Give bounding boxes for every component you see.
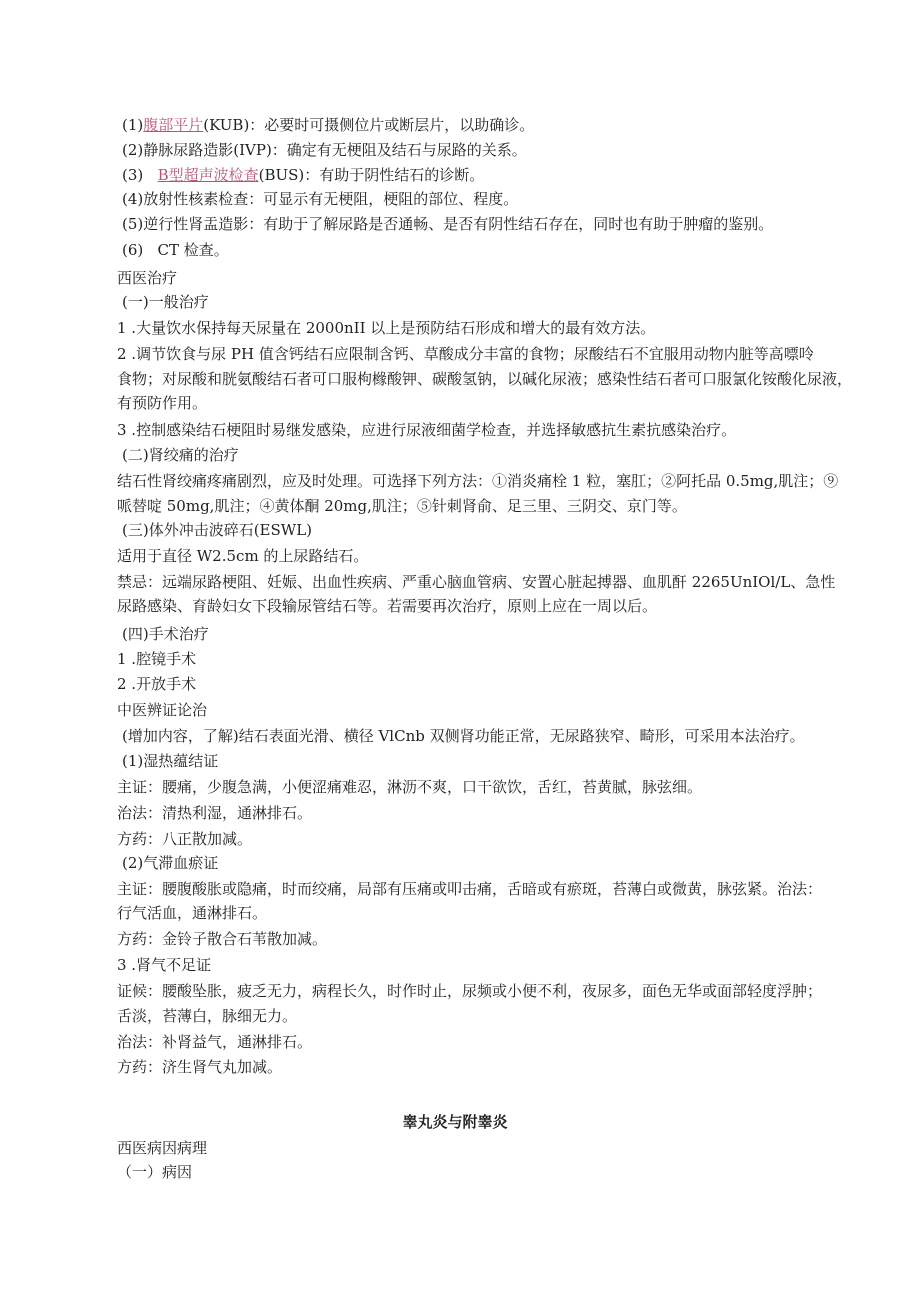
section-heading: 西医治疗 (117, 269, 178, 287)
paragraph: 3 .控制感染结石梗阻时易继发感染，应进行尿液细菌学检查，并选择敏感抗生素抗感染治疗。 (117, 421, 737, 439)
exam-ct: (6) CT 检查。 (122, 241, 229, 259)
paragraph: 方药：金铃子散合石苇散加减。 (117, 930, 328, 948)
chapter-title: 睾丸炎与附睾炎 (402, 1113, 508, 1131)
subheading: (2)气滞血瘀证 (122, 854, 219, 872)
list-item: 1 .腔镜手术 (117, 650, 197, 668)
exam-number: (1) (122, 116, 144, 134)
paragraph-line: 行气活血，通淋排石。 (117, 904, 268, 922)
paragraph-line: 舌淡，苔薄白，脉细无力。 (117, 1007, 298, 1025)
subheading-eswl: (三)体外冲击波碎石(ESWL) (122, 521, 313, 539)
subheading-surgery: (四)手术治疗 (122, 625, 209, 643)
paragraph-line: 禁忌：远端尿路梗阻、妊娠、出血性疾病、严重心脑血管病、安置心脏起搏器、血肌酐 2265UnIOl/L、急性 (117, 573, 836, 591)
paragraph-line: 尿路感染、育龄妇女下段输尿管结石等。若需要再次治疗，原则上应在一周以后。 (117, 597, 658, 615)
paragraph-line: 结石性肾绞痛疼痛剧烈，应及时处理。可选择下列方法：①消炎痛栓 1 粒，塞肛；②阿托品 0.5mg,肌注；⑨ (117, 472, 839, 490)
paragraph: 方药：济生肾气丸加减。 (117, 1058, 283, 1076)
subheading: 3 .肾气不足证 (117, 956, 212, 974)
paragraph: (增加内容，了解)结石表面光滑、横径 VlCnb 双侧肾功能正常，无尿路狭窄、畸形，可采用本法治疗。 (122, 727, 805, 745)
paragraph: 方药：八正散加减。 (117, 830, 253, 848)
link-kub[interactable]: 腹部平片 (143, 116, 204, 134)
exam-kub (122, 115, 534, 135)
exam-retrograde: (5)逆行性肾盂造影：有助于了解尿路是否通畅、是否有阴性结石存在，同时也有助于肿瘤的鉴别。 (122, 215, 774, 233)
exam-text: (KUB)：必要时可摄侧位片或断层片，以助确诊。 (203, 116, 535, 134)
section-heading: 西医病因病理 (117, 1139, 208, 1157)
subheading: (1)湿热蕴结证 (122, 752, 219, 770)
exam-radionuclide: (4)放射性核素检查：可显示有无梗阻，梗阻的部位、程度。 (122, 190, 519, 208)
section-heading: 中医辨证论治 (117, 701, 208, 719)
exam-bus (122, 165, 484, 185)
subheading-colic: (二)肾绞痛的治疗 (122, 446, 239, 464)
exam-text: (BUS)：有助于阴性结石的诊断。 (258, 166, 485, 184)
paragraph: 治法：补肾益气，通淋排石。 (117, 1033, 313, 1051)
subheading: （一）病因 (117, 1163, 193, 1181)
list-item: 2 .开放手术 (117, 675, 197, 693)
exam-ivp: (2)静脉尿路造影(IVP)：确定有无梗阻及结石与尿路的关系。 (122, 141, 527, 159)
exam-number: (3) (122, 166, 158, 184)
paragraph: 适用于直径 W2.5cm 的上尿路结石。 (117, 547, 369, 565)
link-bus[interactable]: B型超声波检查 (157, 166, 259, 184)
paragraph: 1 .大量饮水保持每天尿量在 2000nII 以上是预防结石形成和增大的最有效方法。 (117, 319, 656, 337)
paragraph-line: 食物；对尿酸和胱氨酸结石者可口服枸橼酸钾、碳酸氢钠，以碱化尿液；感染性结石者可口服氯化铵酸化尿液， (117, 370, 853, 388)
subheading-general: (一)一般治疗 (122, 293, 209, 311)
paragraph-line: 证候：腰酸坠胀，疲乏无力，病程长久，时作时止，尿频或小便不利，夜尿多，面色无华或面部轻度浮肿； (117, 982, 823, 1000)
paragraph-line: 哌替啶 50mg,肌注；④黄体酮 20mg,肌注；⑤针刺肾俞、足三里、三阴交、京门等。 (117, 497, 687, 515)
paragraph: 主证：腰痛，少腹急满，小便涩痛难忍，淋沥不爽，口干欲饮，舌红，苔黄腻，脉弦细。 (117, 778, 703, 796)
paragraph-line: 有预防作用。 (117, 394, 208, 412)
paragraph-line: 主证：腰腹酸胀或隐痛，时而绞痛，局部有压痛或叩击痛，舌暗或有瘀斑，苔薄白或微黄，脉弦紧。治法： (117, 880, 823, 898)
paragraph-line: 2 .调节饮食与尿 PH 值含钙结石应限制含钙、草酸成分丰富的食物；尿酸结石不宜服用动物内脏等高嘌呤 (117, 345, 814, 363)
paragraph: 治法：清热利湿，通淋排石。 (117, 804, 313, 822)
